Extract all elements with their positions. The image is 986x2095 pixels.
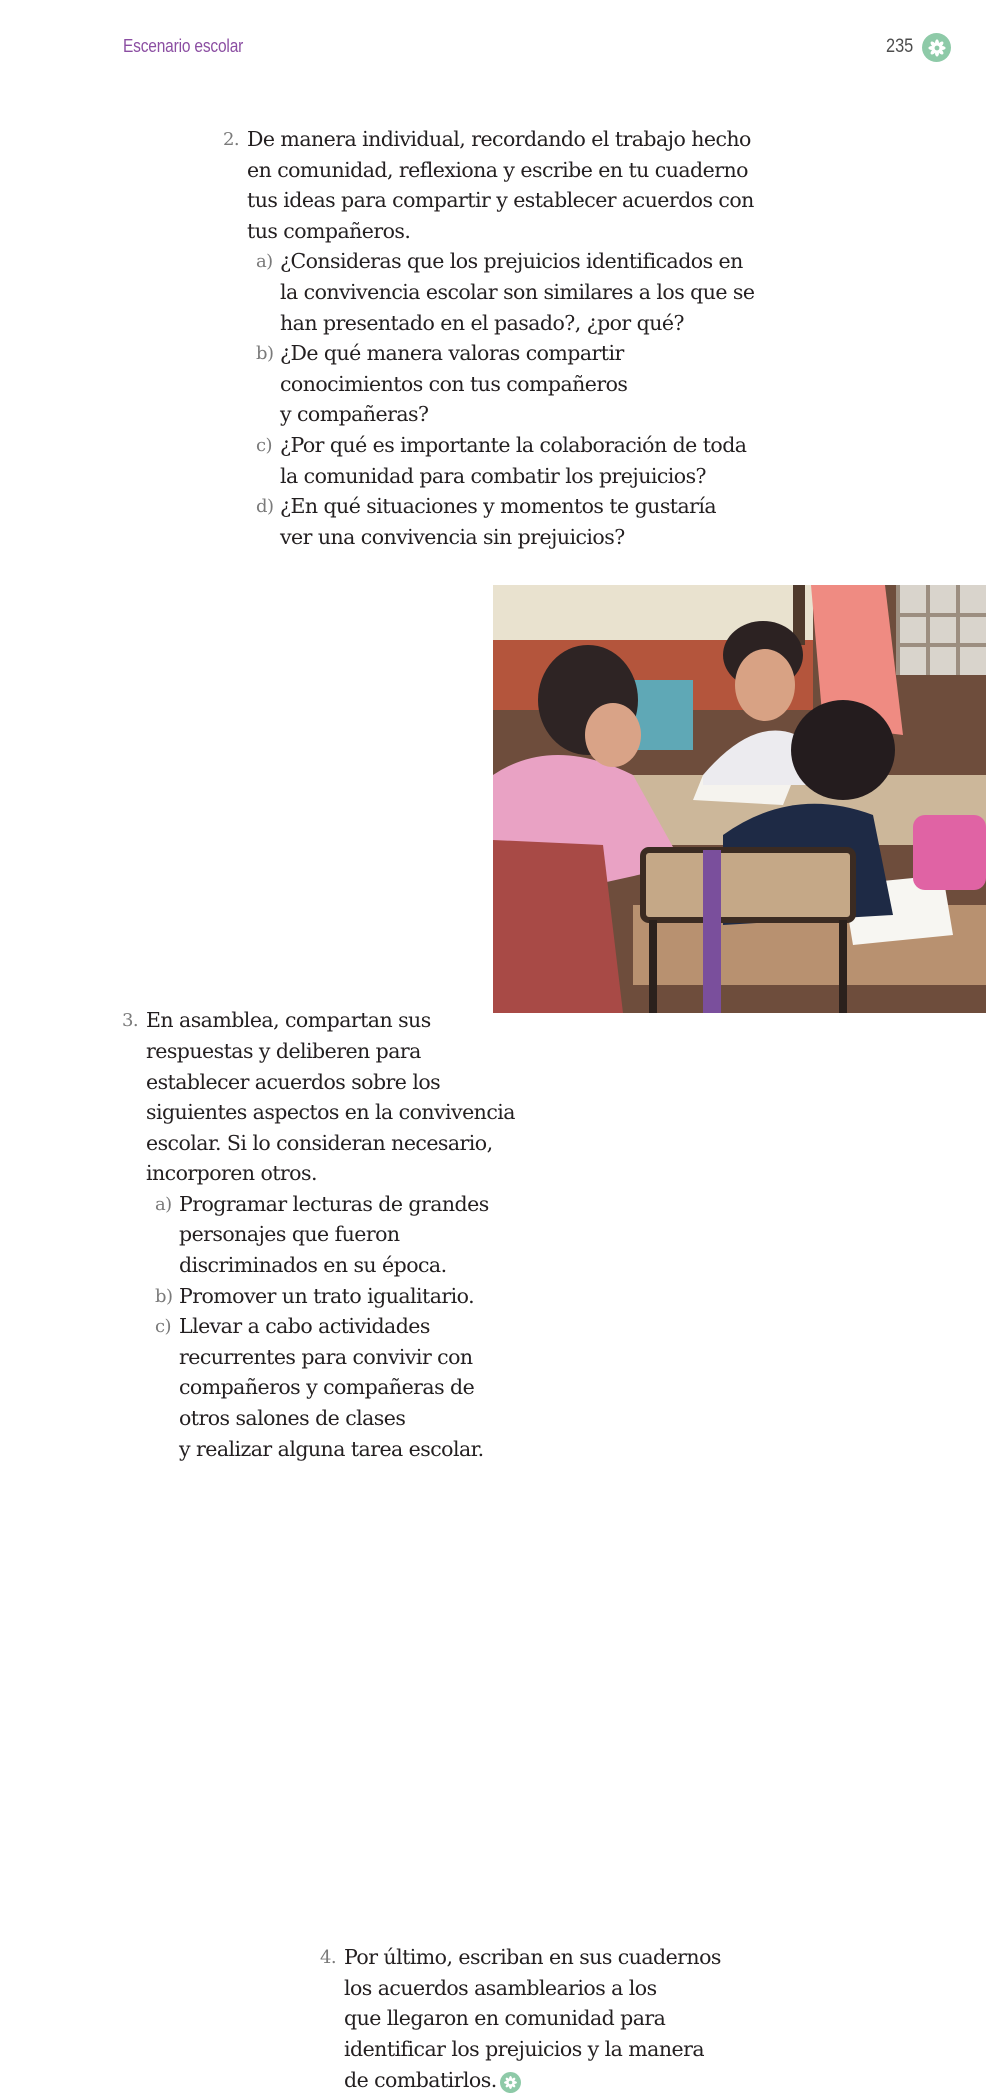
subitem-text-line: ver una convivencia sin prejuicios?	[280, 524, 625, 549]
section-title: Escenario escolar	[123, 36, 244, 56]
subitem-label: a)	[155, 1193, 172, 1215]
activity-item-2	[223, 124, 986, 552]
subitem-text-line: conocimientos con tus compañeros	[280, 371, 628, 396]
item-number: 3.	[122, 1010, 139, 1032]
item-text-line: tus ideas para compartir y establecer acuerdos con	[247, 188, 754, 213]
subitem-b	[256, 338, 986, 430]
subitem-text-line: otros salones de clases	[179, 1406, 406, 1431]
item-text-line: En asamblea, compartan sus	[146, 1008, 431, 1033]
item-text-line: en comunidad, reflexiona y escribe en tu cuaderno	[247, 157, 748, 182]
subitem-label: d)	[256, 496, 274, 518]
subitem-text-line: la convivencia escolar son similares a los que se	[280, 279, 755, 304]
item-number: 4.	[320, 1947, 337, 1969]
subitem-text-line: recurrentes para convivir con	[179, 1344, 473, 1369]
subitem-label: b)	[155, 1285, 173, 1307]
subitem-text-line: ¿De qué manera valoras compartir	[280, 341, 624, 366]
item-number: 2.	[223, 129, 240, 150]
subitem-text-line: ¿Consideras que los prejuicios identificados en	[280, 249, 743, 274]
page-number: 235	[886, 36, 914, 57]
subitem-c	[256, 430, 986, 491]
subitem-text-line: y compañeras?	[280, 402, 429, 427]
item-text-line: siguientes aspectos en la convivencia	[146, 1100, 515, 1125]
flower-badge-icon	[922, 33, 951, 62]
item-text-line: respuestas y deliberen para	[146, 1038, 421, 1063]
subitem-label: a)	[256, 251, 273, 273]
subitem-a	[155, 1189, 986, 1281]
subitem-label: c)	[256, 434, 273, 456]
subitem-text-line: Programar lecturas de grandes	[179, 1191, 489, 1216]
item-text-line-last	[344, 2065, 986, 2095]
subitem-text-line: y realizar alguna tarea escolar.	[179, 1436, 484, 1461]
item-text-line: incorporen otros.	[146, 1161, 317, 1186]
subitem-a	[256, 246, 986, 338]
item-text-line: Por último, escriban en sus cuadernos	[344, 1945, 721, 1970]
subitem-text-line: discriminados en su época.	[179, 1253, 447, 1278]
subitem-d	[256, 491, 986, 552]
subitem-label: b)	[256, 343, 274, 365]
subitem-text-line: Promover un trato igualitario.	[179, 1283, 475, 1308]
subitem-text-line: ¿En qué situaciones y momentos te gustaría	[280, 494, 717, 519]
students-writing-at-desks-photo	[493, 585, 986, 1013]
item-text-line: De manera individual, recordando el trabajo hecho	[247, 127, 751, 151]
activity-item-4	[320, 1942, 986, 2095]
subitem-text-line: Llevar a cabo actividades	[179, 1314, 430, 1339]
flower-end-icon	[500, 2072, 521, 2093]
subitem-text-line: la comunidad para combatir los prejuicios?	[280, 463, 706, 488]
item-text-line: que llegaron en comunidad para	[344, 2006, 666, 2031]
item-text-line: escolar. Si lo consideran necesario,	[146, 1130, 493, 1155]
subitem-text-line: ¿Por qué es importante la colaboración de toda	[280, 432, 747, 457]
subitem-c	[155, 1311, 986, 1464]
item-text-line: los acuerdos asamblearios a los	[344, 1975, 657, 2000]
subitem-b	[155, 1281, 986, 1312]
item-text-line: establecer acuerdos sobre los	[146, 1069, 441, 1094]
subitem-label: c)	[155, 1316, 172, 1338]
subitem-text-line: compañeros y compañeras de	[179, 1375, 475, 1400]
subitem-text-line: han presentado en el pasado?, ¿por qué?	[280, 310, 684, 335]
activity-item-3	[122, 1005, 986, 1464]
item-text-line: identificar los prejuicios y la manera	[344, 2037, 705, 2061]
item-text-line: tus compañeros.	[247, 218, 411, 243]
subitem-text-line: personajes que fueron	[179, 1222, 400, 1247]
item-text: de combatirlos.	[344, 2067, 497, 2092]
